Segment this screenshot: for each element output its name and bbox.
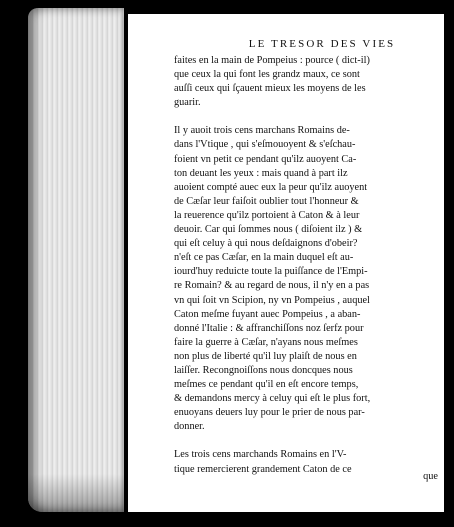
text-line: dans l'Vtique , qui s'eſmouoyent & s'eſchau- <box>174 139 356 151</box>
text-line: & demandons mercy à celuy qui eſt le plus fort, <box>174 393 371 405</box>
text-line: auoient compté auec eux la peur qu'ilz auoyent <box>174 181 368 193</box>
text-line: foient vn petit ce pendant qu'ilz auoyent Ca- <box>174 153 357 165</box>
text-line: donner. <box>174 421 205 433</box>
paragraph-1 <box>174 54 440 110</box>
catchword: que <box>423 471 438 482</box>
text-line: faites en la main de Pompeius : pource ( dict-il) <box>174 55 370 66</box>
text-line: vn qui ſoit vn Scipion, ny vn Pompeius , auquel <box>174 294 370 306</box>
paragraph-gap <box>174 434 440 448</box>
text-line: guarir. <box>174 97 201 109</box>
text-line: de Cæſar leur faiſoit oublier tout l'honneur & <box>174 195 359 207</box>
text-line: qui eſt celuy à qui nous deſdaignons d'obeir? <box>174 238 358 250</box>
text-line: faire la guerre à Cæſar, n'ayans nous meſmes <box>174 336 358 348</box>
text-line: deuoir. Car qui ſommes nous ( diſoient ilz ) & <box>174 224 363 236</box>
paragraph-2 <box>174 124 440 434</box>
paragraph-gap <box>174 110 440 124</box>
text-line: non plus de liberté qu'il luy plaiſt de nous en <box>174 350 357 362</box>
paragraph-3 <box>174 448 440 476</box>
text-line: la reuerence qu'ilz portoient à Caton & à leur <box>174 209 360 221</box>
text-line: re Romain? & au regard de nous, il n'y en a pas <box>174 280 370 292</box>
book-page <box>128 14 444 512</box>
book-page-edges <box>28 8 124 512</box>
text-line: auſſi ceux qui ſçauent mieux les moyens de les <box>174 83 366 95</box>
text-line: iourd'huy reduicte toute la puiſſance de l'Empi- <box>174 266 368 278</box>
text-line: Il y auoit trois cens marchans Romains de- <box>174 125 350 137</box>
text-line: laiſſer. Recongnoiſſons nous doncques nous <box>174 364 353 376</box>
running-head: LE TRESOR DES VIES <box>248 38 396 50</box>
text-line: meſmes ce pendant qu'il en eſt encore temps, <box>174 379 359 391</box>
text-line: n'eſt ce pas Cæſar, en la main duquel eſt au- <box>174 252 354 264</box>
text-line: Caton meſme fuyant auec Pompeius , a aban- <box>174 308 361 320</box>
page-text-block <box>174 36 440 477</box>
text-line: enuoyans deuers luy pour le prier de nous par- <box>174 407 365 419</box>
text-line: Les trois cens marchands Romains en l'V- <box>174 449 347 461</box>
text-line: ton deuant les yeux : mais quand à part ilz <box>174 167 348 179</box>
text-line: que ceux la qui font les grandz maux, ce sont <box>174 69 360 81</box>
text-line: donné l'Italie : & affranchiſſons noz ſerfz pour <box>174 322 364 334</box>
text-line: tique remercierent grandement Caton de ce <box>174 463 352 475</box>
